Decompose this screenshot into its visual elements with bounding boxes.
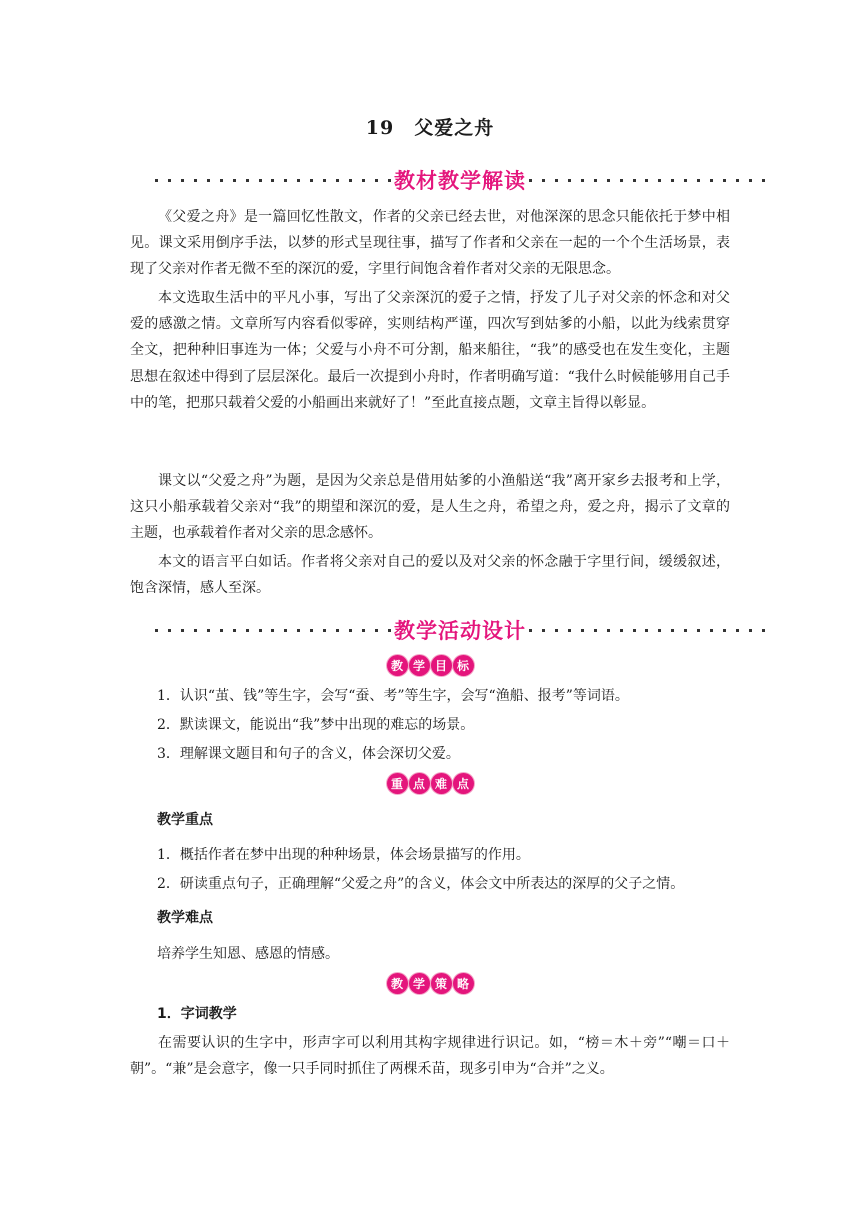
intro-paragraph: 《父爱之舟》是一篇回忆性散文，作者的父亲已经去世，对他深深的思念只能依托于梦中相见。课文采用倒序手法，以梦的形式呈现往事，描写了作者和父亲在一起的一个个生活场景，表现了父亲对作者无微不至的深沉的爱，字里行间饱含着作者对父亲的无限思念。 [130, 209, 730, 278]
key-point-item: 1．概括作者在梦中出现的种种场景，体会场景描写的作用。 [157, 847, 530, 863]
rule-dot [155, 179, 158, 182]
rule-dot [362, 629, 365, 632]
rule-dot [297, 179, 300, 182]
rule-dot [620, 179, 623, 182]
rule-dot [542, 629, 545, 632]
badge-char: 策 [431, 973, 452, 994]
rule-dot [594, 179, 597, 182]
rule-dot [207, 179, 210, 182]
badge-char: 标 [453, 655, 474, 676]
rule-dot [555, 629, 558, 632]
rule-dot [168, 179, 171, 182]
goal-item: 1．认识“茧、钱”等生字，会写“蚕、考”等生字，会写“渔船、报考”等词语。 [157, 688, 629, 704]
rule-dot [233, 179, 236, 182]
rule-dot [259, 179, 262, 182]
rule-dot [349, 179, 352, 182]
rule-dot [259, 629, 262, 632]
rule-dot [607, 179, 610, 182]
dotted-rule-right [529, 179, 765, 181]
section-banner-activity [155, 614, 765, 646]
rule-dot [233, 629, 236, 632]
rule-dot [349, 629, 352, 632]
intro-paragraph: 本文选取生活中的平凡小事，写出了父亲深沉的爱子之情，抒发了儿子对父亲的怀念和对父爱的感激之情。文章所写内容看似零碎，实则结构严谨，四次写到姑爹的小船，以此为线索贯穿全文，把种种旧事连为一体；父爱与小舟不可分割，船来船往，“我”的感受也在发生变化，主题思想在叙述中得到了层层深化。最后一次提到小舟时，作者明确写道：“我什么时候能够用自己手中的笔，把那只载着父爱的小船画出来就好了！”至此直接点题，文章主旨得以彰显。 [130, 290, 730, 411]
rule-dot [762, 629, 765, 632]
rule-dot [594, 629, 597, 632]
rule-dot [710, 629, 713, 632]
dotted-rule-left [155, 629, 391, 631]
key-point-item: 2．研读重点句子，正确理解“父爱之舟”的含义，体会文中所表达的深厚的父子之情。 [157, 876, 685, 892]
rule-dot [671, 629, 674, 632]
rule-dot [323, 179, 326, 182]
rule-dot [633, 629, 636, 632]
intro-paragraph: 本文的语言平白如话。作者将父亲对自己的爱以及对父亲的怀念融于字里行间，缓缓叙述，饱含深情，感人至深。 [130, 554, 730, 597]
dotted-rule-right [529, 629, 765, 631]
rule-dot [168, 629, 171, 632]
rule-dot [723, 629, 726, 632]
rule-dot [697, 629, 700, 632]
badge-char: 略 [453, 973, 474, 994]
rule-dot [220, 629, 223, 632]
rule-dot [271, 629, 274, 632]
badge-teaching-goals [0, 655, 860, 676]
rule-dot [633, 179, 636, 182]
rule-dot [749, 179, 752, 182]
badge-key-difficult [0, 773, 860, 794]
rule-dot [271, 179, 274, 182]
rule-dot [568, 179, 571, 182]
rule-dot [336, 179, 339, 182]
badge-char: 学 [409, 655, 430, 676]
goal-item: 2．默读课文，能说出“我”梦中出现的难忘的场景。 [157, 717, 475, 733]
rule-dot [684, 179, 687, 182]
rule-dot [607, 629, 610, 632]
rule-dot [181, 629, 184, 632]
rule-dot [581, 179, 584, 182]
difficulty-text: 培养学生知恩、感恩的情感。 [157, 946, 339, 962]
rule-dot [736, 629, 739, 632]
dotted-rule-left [155, 179, 391, 181]
rule-dot [297, 629, 300, 632]
rule-dot [723, 179, 726, 182]
strategy-heading: 1．字词教学 [157, 1006, 237, 1022]
badge-char: 点 [453, 773, 474, 794]
rule-dot [246, 629, 249, 632]
rule-dot [684, 629, 687, 632]
rule-dot [155, 629, 158, 632]
difficulty-heading: 教学难点 [157, 910, 213, 926]
rule-dot [246, 179, 249, 182]
rule-dot [645, 629, 648, 632]
badge-char: 重 [387, 773, 408, 794]
rule-dot [658, 629, 661, 632]
rule-dot [671, 179, 674, 182]
rule-dot [194, 179, 197, 182]
rule-dot [697, 179, 700, 182]
strategy-paragraph: 在需要认识的生字中，形声字可以利用其构字规律进行识记。如，“榜＝木＋旁”“嘲＝口＋朝”。“兼”是会意字，像一只手同时抓住了两棵禾苗，现多引申为“合并”之义。 [130, 1035, 730, 1078]
badge-char: 点 [409, 773, 430, 794]
badge-char: 教 [387, 655, 408, 676]
badge-char: 难 [431, 773, 452, 794]
rule-dot [555, 179, 558, 182]
rule-dot [336, 629, 339, 632]
rule-dot [529, 179, 532, 182]
rule-dot [658, 179, 661, 182]
rule-dot [207, 629, 210, 632]
rule-dot [310, 629, 313, 632]
section-heading: 教学活动设计 [394, 619, 526, 643]
badge-char: 目 [431, 655, 452, 676]
rule-dot [645, 179, 648, 182]
section-banner-reading [155, 164, 765, 196]
rule-dot [762, 179, 765, 182]
key-points-heading: 教学重点 [157, 812, 213, 828]
rule-dot [542, 179, 545, 182]
rule-dot [529, 629, 532, 632]
rule-dot [323, 629, 326, 632]
lesson-title: 19 父爱之舟 [365, 117, 495, 139]
rule-dot [736, 179, 739, 182]
rule-dot [620, 629, 623, 632]
intro-paragraph: 课文以“父爱之舟”为题，是因为父亲总是借用姑爹的小渔船送“我”离开家乡去报考和上学，这只小船承载着父亲对“我”的期望和深沉的爱，是人生之舟，希望之舟，爱之舟，揭示了文章的主题，也承载着作者对父亲的思念感怀。 [130, 473, 730, 542]
badge-char: 学 [409, 973, 430, 994]
rule-dot [284, 179, 287, 182]
rule-dot [194, 629, 197, 632]
rule-dot [581, 629, 584, 632]
rule-dot [362, 179, 365, 182]
rule-dot [220, 179, 223, 182]
goal-item: 3．理解课文题目和句子的含义，体会深切父爱。 [157, 746, 460, 762]
rule-dot [710, 179, 713, 182]
rule-dot [749, 629, 752, 632]
badge-strategy [0, 973, 860, 994]
rule-dot [310, 179, 313, 182]
section-heading: 教材教学解读 [394, 169, 526, 193]
rule-dot [284, 629, 287, 632]
rule-dot [375, 179, 378, 182]
rule-dot [181, 179, 184, 182]
badge-char: 教 [387, 973, 408, 994]
rule-dot [568, 629, 571, 632]
rule-dot [375, 629, 378, 632]
